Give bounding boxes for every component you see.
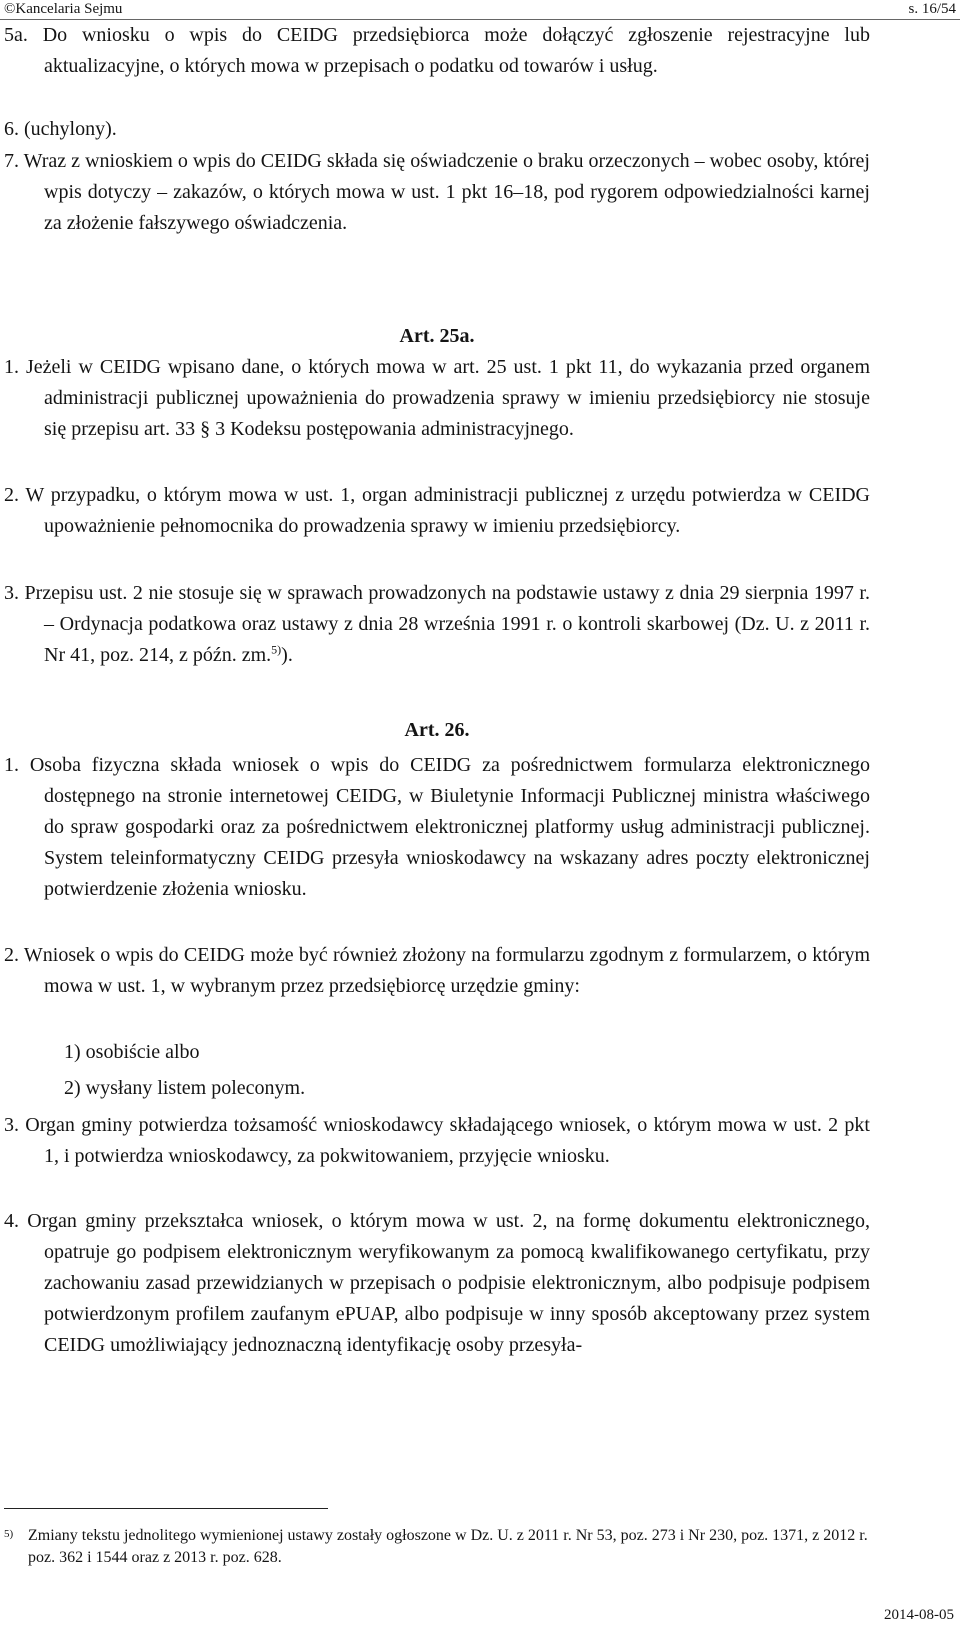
- art26-paragraph-1: [4, 750, 870, 905]
- footnote-mark-text: 5): [4, 1528, 14, 1540]
- art26-point-2: 2) wysłany listem poleconym.: [64, 1077, 306, 1099]
- article-26-title: Art. 26.: [404, 719, 470, 741]
- paragraph-6-text: 6. (uchylony).: [4, 118, 117, 140]
- art25a-paragraph-2-text: 2. W przypadku, o którym mowa w ust. 1, organ administracji publicznej z urzędu potwierdza w CEIDG upoważnienie pełnomocnika do prowadzenia sprawy w imieniu przedsiębiorcy.: [4, 484, 870, 537]
- footnote-text: Zmiany tekstu jednolitego wymienionej ustawy zostały ogłoszone w Dz. U. z 2011 r. Nr 53, poz. 273 i Nr 230, poz. 1371, z 2012 r. poz. 362 i 1544 oraz z 2013 r. poz. 628.: [28, 1527, 868, 1566]
- art25a-paragraph-3-main: 3. Przepisu ust. 2 nie stosuje się w sprawach prowadzonych na podstawie ustawy z dnia 29 sierpnia 1997 r. – Ordynacja podatkowa oraz ustawy z dnia 28 września 1991 r. o kontroli skarbowej (Dz. U. z 2011 r. Nr 41, poz. 214, z późn. zm.: [4, 582, 870, 666]
- paragraph-5a-text: 5a. Do wniosku o wpis do CEIDG przedsiębiorca może dołączyć zgłoszenie rejestracyjne lub aktualizacyjne, o których mowa w przepisach o podatku od towarów i usług.: [4, 24, 870, 77]
- art25a-paragraph-1-text: 1. Jeżeli w CEIDG wpisano dane, o których mowa w art. 25 ust. 1 pkt 11, do wykazania przed organem administracji publicznej upoważnienia do prowadzenia sprawy w imieniu przedsiębiorcy nie stosuje się przepisu art. 33 § 3 Kodeksu postępowania administracyjnego.: [4, 356, 870, 440]
- art26-paragraph-2-text: 2. Wniosek o wpis do CEIDG może być również złożony na formularzu zgodnym z formularzem, o którym mowa w ust. 1, w wybranym przez przedsiębiorcę urzędzie gminy:: [4, 944, 870, 997]
- art26-point-1: 1) osobiście albo: [64, 1041, 200, 1063]
- footnote-mark: [4, 1523, 13, 1550]
- footnote: [4, 1525, 884, 1569]
- paragraph-7-text: 7. Wraz z wnioskiem o wpis do CEIDG składa się oświadczenie o braku orzeczonych – wobec osoby, której wpis dotyczy – zakazów, o których mowa w ust. 1 pkt 16–18, pod rygorem odpowiedzialności karnej za złożenie fałszywego oświadczenia.: [4, 150, 870, 234]
- art25a-paragraph-3: [4, 578, 870, 671]
- art26-paragraph-2: [4, 940, 870, 1002]
- publication-date: 2014-08-05: [884, 1607, 954, 1623]
- art25a-paragraph-2: [4, 480, 870, 542]
- paragraph-5a: [4, 20, 870, 82]
- art25a-paragraph-3-text: [4, 578, 870, 671]
- footnote-rule: [4, 1508, 328, 1509]
- publisher-header: ©Kancelaria Sejmu: [4, 1, 123, 17]
- paragraph-6: [4, 114, 870, 145]
- art25a-paragraph-1: [4, 352, 870, 445]
- paragraph-7: [4, 146, 870, 239]
- art26-paragraph-3-text: 3. Organ gminy potwierdza tożsamość wnioskodawcy składającego wniosek, o którym mowa w ust. 2 pkt 1, i potwierdza wnioskodawcy, za pokwitowaniem, przyjęcie wniosku.: [4, 1114, 870, 1167]
- art26-paragraph-1-text: 1. Osoba fizyczna składa wniosek o wpis do CEIDG za pośrednictwem formularza elektronicznego dostępnego na stronie internetowej CEIDG, w Biuletynie Informacji Publicznej ministra właściwego do spraw gospodarki oraz za pośrednictwem elektronicznej platformy usług administracji publicznej. System teleinformatyczny CEIDG przesyła wnioskodawcy na wskazany adres poczty elektronicznej potwierdzenie złożenia wniosku.: [4, 754, 870, 900]
- page-number: s. 16/54: [908, 1, 956, 17]
- art25a-paragraph-3-end: ).: [281, 644, 293, 666]
- article-25a-title: Art. 25a.: [399, 325, 475, 347]
- art26-paragraph-4-text: 4. Organ gminy przekształca wniosek, o którym mowa w ust. 2, na formę dokumentu elektronicznego, opatruje go podpisem elektronicznym weryfikowanym za pomocą kwalifikowanego certyfikatu, przy zachowaniu zasad przewidzianych w przepisach o podpisie elektronicznym, albo podpisuje podpisem potwierdzonym profilem zaufanym ePUAP, albo podpisuje w inny sposób akceptowany przez system CEIDG umożliwiający jednoznaczną identyfikację osoby przesyła-: [4, 1210, 870, 1356]
- art26-paragraph-4: [4, 1206, 870, 1361]
- footnote-reference: 5): [271, 642, 282, 657]
- art26-paragraph-3: [4, 1110, 870, 1172]
